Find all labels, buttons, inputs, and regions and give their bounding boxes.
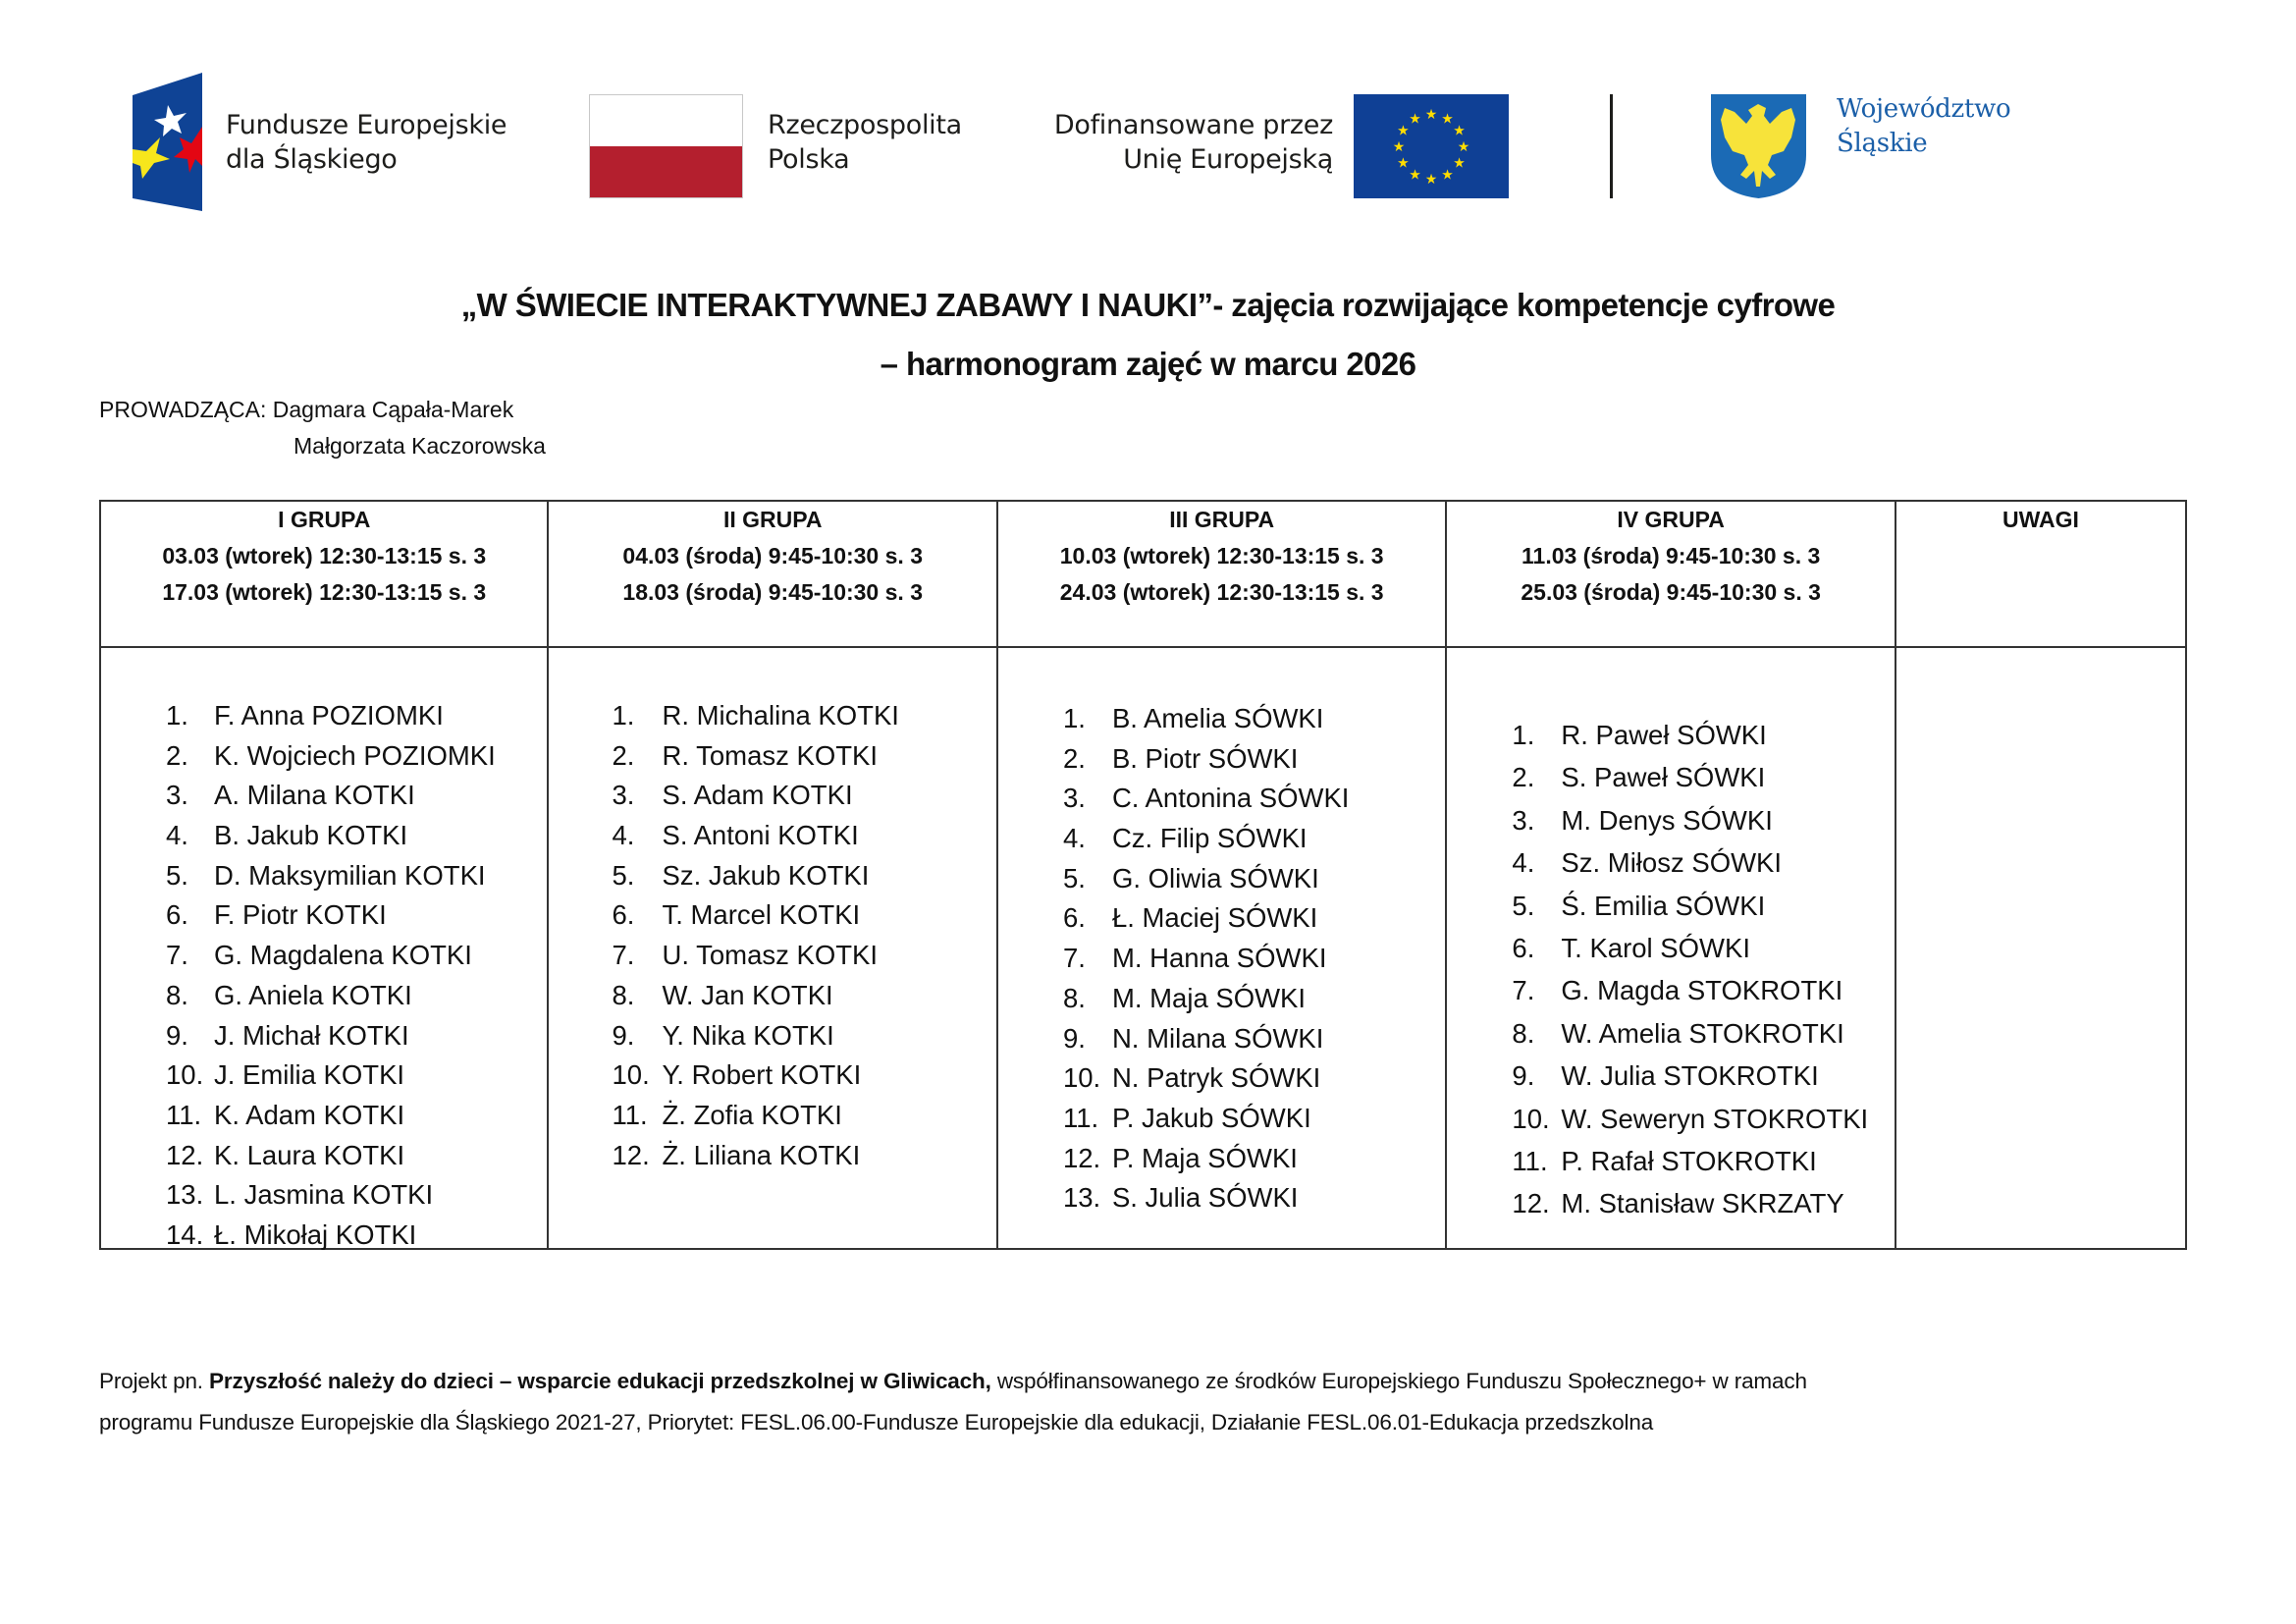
child-name: Ł. Mikołaj KOTKI <box>214 1218 417 1250</box>
list-number: 1. <box>1062 703 1086 733</box>
child-name: Y. Nika KOTKI <box>662 1019 834 1051</box>
list-number: 8. <box>1062 982 1086 1013</box>
list-number: 3. <box>166 780 188 811</box>
child-name: R. Tomasz KOTKI <box>662 739 879 771</box>
fe-logo-text <box>226 108 507 177</box>
footer-prefix: Projekt pn. <box>99 1369 210 1393</box>
list-number: 2. <box>612 739 635 771</box>
instructors-block <box>99 392 546 464</box>
list-number: 11. <box>612 1099 648 1130</box>
list-item <box>101 1096 547 1136</box>
fe-line2: dla Śląskiego <box>226 144 398 175</box>
project-footer <box>99 1361 2259 1443</box>
child-name: N. Patryk SÓWKI <box>1111 1062 1321 1094</box>
group-list-cell-1 <box>100 647 548 1249</box>
table-header-row <box>100 501 2186 647</box>
list-item <box>1447 1140 1894 1182</box>
list-number: 5. <box>612 859 635 891</box>
group-header-1 <box>100 501 548 647</box>
list-number: 9. <box>166 1019 188 1051</box>
list-number: 12. <box>166 1139 204 1170</box>
child-name: G. Aniela KOTKI <box>214 979 412 1010</box>
group-date: 03.03 (wtorek) 12:30-13:15 s. 3 <box>162 543 487 568</box>
eu-star-icon: ★ <box>1397 122 1410 138</box>
child-name: F. Anna POZIOMKI <box>214 700 444 731</box>
child-name: L. Jasmina KOTKI <box>214 1179 434 1211</box>
list-number: 12. <box>1512 1188 1550 1219</box>
group-header-4 <box>1446 501 1895 647</box>
list-number: 9. <box>1062 1022 1086 1054</box>
list-item <box>1447 714 1894 756</box>
list-item <box>1447 927 1894 969</box>
list-number: 13. <box>1062 1182 1101 1214</box>
list-number: 5. <box>1062 862 1086 893</box>
list-number: 8. <box>612 979 635 1010</box>
group-date: 24.03 (wtorek) 12:30-13:15 s. 3 <box>1059 579 1384 605</box>
silesia-coat-of-arms-icon <box>1711 94 1806 198</box>
list-number: 5. <box>1512 890 1535 921</box>
child-name: R. Michalina KOTKI <box>662 700 899 731</box>
list-number: 3. <box>612 780 635 811</box>
list-item <box>1447 841 1894 884</box>
group-date: 17.03 (wtorek) 12:30-13:15 s. 3 <box>162 579 487 605</box>
list-item <box>998 939 1445 979</box>
child-name: M. Maja SÓWKI <box>1111 982 1307 1013</box>
child-name: R. Paweł SÓWKI <box>1561 720 1767 750</box>
list-number: 4. <box>166 820 188 851</box>
child-name: Cz. Filip SÓWKI <box>1111 823 1308 854</box>
child-name: W. Amelia STOKROTKI <box>1561 1017 1844 1049</box>
list-item <box>998 819 1445 859</box>
list-item <box>998 1058 1445 1099</box>
child-name: K. Adam KOTKI <box>214 1099 405 1130</box>
group-name: IV GRUPA <box>1617 507 1725 532</box>
eu-star-icon: ★ <box>1453 154 1466 171</box>
group-date: 18.03 (środa) 9:45-10:30 s. 3 <box>622 579 923 605</box>
list-item <box>998 1099 1445 1139</box>
instructor-name: Dagmara Cąpała-Marek <box>272 397 514 422</box>
rp-line1: Rzeczpospolita <box>768 110 962 140</box>
eu-star-icon: ★ <box>1409 166 1421 183</box>
child-name: S. Paweł SÓWKI <box>1561 762 1766 793</box>
footer-line1-rest: współfinansowanego ze środków Europejskiego Funduszu Społecznego+ w ramach <box>990 1369 1807 1393</box>
list-number: 1. <box>166 700 188 731</box>
slaskie-line2: Śląskie <box>1837 129 1928 158</box>
list-item <box>101 696 547 736</box>
list-item <box>549 895 995 936</box>
list-item <box>1447 1182 1894 1224</box>
eu-star-icon: ★ <box>1409 110 1421 127</box>
group-name: I GRUPA <box>278 507 371 532</box>
list-item <box>998 779 1445 819</box>
child-name: B. Piotr SÓWKI <box>1111 742 1299 774</box>
footer-line2: programu Fundusze Europejskie dla Śląskiego 2021-27, Priorytet: FESL.06.00-Fundusze Europejskie dla edukacji, Działanie FESL.06.01-Edukacja przedszkolna <box>99 1410 1654 1435</box>
eu-star-icon: ★ <box>1457 138 1470 154</box>
child-name: S. Julia SÓWKI <box>1111 1182 1299 1214</box>
list-number: 7. <box>1062 943 1086 974</box>
list-item <box>549 736 995 777</box>
list-number: 12. <box>1062 1142 1101 1173</box>
child-name: W. Julia STOKROTKI <box>1561 1060 1819 1092</box>
child-name: Sz. Jakub KOTKI <box>662 859 870 891</box>
rp-line2: Polska <box>768 144 850 175</box>
table-body-row <box>100 647 2186 1249</box>
child-name: Ś. Emilia SÓWKI <box>1561 890 1766 921</box>
list-number: 4. <box>612 820 635 851</box>
child-name: S. Antoni KOTKI <box>662 820 859 851</box>
remarks-cell <box>1896 647 2186 1249</box>
child-name: K. Laura KOTKI <box>214 1139 405 1170</box>
footer-project-name: Przyszłość należy do dzieci – wsparcie edukacji przedszkolnej w Gliwicach, <box>209 1369 991 1393</box>
eu-logo-text <box>982 108 1333 177</box>
eu-line1: Dofinansowane przez <box>1053 110 1333 140</box>
child-name: D. Maksymilian KOTKI <box>214 859 486 891</box>
eu-star-icon: ★ <box>1397 154 1410 171</box>
eu-star-icon: ★ <box>1441 166 1454 183</box>
child-name: Ż. Liliana KOTKI <box>662 1139 861 1170</box>
eu-star-icon: ★ <box>1424 106 1438 122</box>
child-name: J. Michał KOTKI <box>214 1019 409 1051</box>
remarks-header <box>1896 501 2186 647</box>
logo-divider <box>1610 94 1613 198</box>
list-item <box>549 1016 995 1056</box>
group-list-cell-3 <box>997 647 1446 1249</box>
child-name: Ł. Maciej SÓWKI <box>1111 902 1318 934</box>
list-number: 6. <box>612 899 635 931</box>
list-item <box>1447 1098 1894 1140</box>
list-item <box>549 1136 995 1176</box>
schedule-table <box>99 500 2187 1250</box>
group-date: 11.03 (środa) 9:45-10:30 s. 3 <box>1522 543 1821 568</box>
polish-flag-icon <box>589 94 743 198</box>
list-item <box>101 1216 547 1256</box>
list-item <box>101 736 547 777</box>
list-item <box>101 856 547 896</box>
list-item <box>998 1019 1445 1059</box>
child-name: S. Adam KOTKI <box>662 780 853 811</box>
list-number: 12. <box>612 1139 650 1170</box>
child-name: Sz. Miłosz SÓWKI <box>1561 847 1783 879</box>
list-item <box>101 776 547 816</box>
child-name: B. Jakub KOTKI <box>214 820 408 851</box>
list-number: 7. <box>612 940 635 971</box>
list-item <box>549 696 995 736</box>
child-name: B. Amelia SÓWKI <box>1111 703 1324 733</box>
list-number: 8. <box>1512 1017 1535 1049</box>
list-item <box>1447 885 1894 927</box>
eu-star-icon: ★ <box>1453 122 1466 138</box>
child-name: G. Magda STOKROTKI <box>1561 975 1843 1006</box>
group-date: 04.03 (środa) 9:45-10:30 s. 3 <box>622 543 923 568</box>
list-number: 1. <box>1512 720 1535 750</box>
list-number: 9. <box>1512 1060 1535 1092</box>
list-item <box>998 898 1445 939</box>
eu-star-icon: ★ <box>1424 171 1438 187</box>
list-item <box>101 936 547 976</box>
child-name: U. Tomasz KOTKI <box>662 940 879 971</box>
eu-line2: Unię Europejską <box>1123 144 1333 175</box>
list-number: 8. <box>166 979 188 1010</box>
list-item <box>101 1056 547 1096</box>
instructors-label: PROWADZĄCA: <box>99 397 267 422</box>
list-number: 7. <box>1512 975 1535 1006</box>
list-item <box>101 1016 547 1056</box>
list-number: 6. <box>1062 902 1086 934</box>
child-name: Ż. Zofia KOTKI <box>662 1099 842 1130</box>
child-name: K. Wojciech POZIOMKI <box>214 739 496 771</box>
group-date: 10.03 (wtorek) 12:30-13:15 s. 3 <box>1059 543 1384 568</box>
list-number: 6. <box>1512 932 1535 963</box>
child-name: W. Jan KOTKI <box>662 979 833 1010</box>
child-name: J. Emilia KOTKI <box>214 1059 405 1091</box>
remarks-label: UWAGI <box>2002 507 2079 532</box>
instructor-name: Małgorzata Kaczorowska <box>294 433 546 459</box>
list-item <box>998 859 1445 899</box>
list-item <box>101 976 547 1016</box>
group-header-2 <box>548 501 996 647</box>
slaskie-logo-text <box>1837 92 2010 161</box>
list-number: 6. <box>166 899 188 931</box>
page-title-line2: – harmonogram zajęć w marcu 2026 <box>880 346 1416 382</box>
group-list-cell-2 <box>548 647 996 1249</box>
list-number: 14. <box>166 1218 204 1250</box>
list-number: 11. <box>1062 1102 1099 1133</box>
list-item <box>1447 799 1894 841</box>
list-item <box>998 1178 1445 1218</box>
group-list-cell-4 <box>1446 647 1895 1249</box>
fe-logo-icon <box>133 73 202 211</box>
child-name: P. Jakub SÓWKI <box>1111 1102 1311 1133</box>
eu-star-icon: ★ <box>1441 110 1454 127</box>
child-name: M. Hanna SÓWKI <box>1111 943 1327 974</box>
list-item <box>1447 1012 1894 1055</box>
list-item <box>549 1096 995 1136</box>
list-number: 5. <box>166 859 188 891</box>
rp-logo-text <box>768 108 962 177</box>
list-number: 1. <box>612 700 635 731</box>
list-number: 3. <box>1062 783 1086 814</box>
list-item <box>549 936 995 976</box>
child-name: M. Denys SÓWKI <box>1561 804 1773 836</box>
child-name: P. Maja SÓWKI <box>1111 1142 1298 1173</box>
child-name: Y. Robert KOTKI <box>662 1059 862 1091</box>
child-name: A. Milana KOTKI <box>214 780 415 811</box>
child-name: G. Oliwia SÓWKI <box>1111 862 1319 893</box>
list-number: 13. <box>166 1179 204 1211</box>
child-name: W. Seweryn STOKROTKI <box>1561 1103 1869 1134</box>
list-number: 2. <box>1062 742 1086 774</box>
list-item <box>549 816 995 856</box>
list-item <box>1447 1055 1894 1097</box>
child-name: T. Marcel KOTKI <box>662 899 861 931</box>
child-name: T. Karol SÓWKI <box>1561 932 1750 963</box>
slaskie-line1: Województwo <box>1837 94 2011 124</box>
list-number: 11. <box>1512 1145 1548 1176</box>
list-item <box>998 699 1445 739</box>
child-name: M. Stanisław SKRZATY <box>1561 1188 1844 1219</box>
eu-flag-icon <box>1354 94 1509 198</box>
eu-star-icon: ★ <box>1392 138 1406 154</box>
group-name: II GRUPA <box>722 507 823 532</box>
list-number: 3. <box>1512 804 1535 836</box>
list-item <box>998 739 1445 780</box>
list-item <box>549 856 995 896</box>
list-item <box>549 776 995 816</box>
list-number: 4. <box>1062 823 1086 854</box>
list-number: 4. <box>1512 847 1535 879</box>
list-number: 2. <box>166 739 188 771</box>
list-number: 2. <box>1512 762 1535 793</box>
child-name: C. Antonina SÓWKI <box>1111 783 1350 814</box>
list-item <box>1447 969 1894 1011</box>
list-number: 10. <box>166 1059 204 1091</box>
list-number: 10. <box>1062 1062 1101 1094</box>
list-item <box>1447 756 1894 798</box>
list-item <box>101 816 547 856</box>
list-item <box>549 976 995 1016</box>
group-name: III GRUPA <box>1169 507 1275 532</box>
list-item <box>101 1136 547 1176</box>
list-item <box>101 895 547 936</box>
list-number: 11. <box>166 1099 202 1130</box>
child-name: F. Piotr KOTKI <box>214 899 387 931</box>
list-number: 10. <box>612 1059 650 1091</box>
list-number: 9. <box>612 1019 635 1051</box>
list-item <box>998 1139 1445 1179</box>
list-number: 7. <box>166 940 188 971</box>
list-item <box>549 1056 995 1096</box>
group-header-3 <box>997 501 1446 647</box>
list-number: 10. <box>1512 1103 1550 1134</box>
child-name: N. Milana SÓWKI <box>1111 1022 1324 1054</box>
fe-line1: Fundusze Europejskie <box>226 110 507 140</box>
group-date: 25.03 (środa) 9:45-10:30 s. 3 <box>1521 579 1821 605</box>
fundusze-europejskie-logo <box>133 73 202 211</box>
page-title-line1: „W ŚWIECIE INTERAKTYWNEJ ZABAWY I NAUKI”- zajęcia rozwijające kompetencje cyfrowe <box>460 287 1836 323</box>
child-name: G. Magdalena KOTKI <box>214 940 472 971</box>
child-name: P. Rafał STOKROTKI <box>1561 1145 1817 1176</box>
list-item <box>998 979 1445 1019</box>
list-item <box>101 1175 547 1216</box>
